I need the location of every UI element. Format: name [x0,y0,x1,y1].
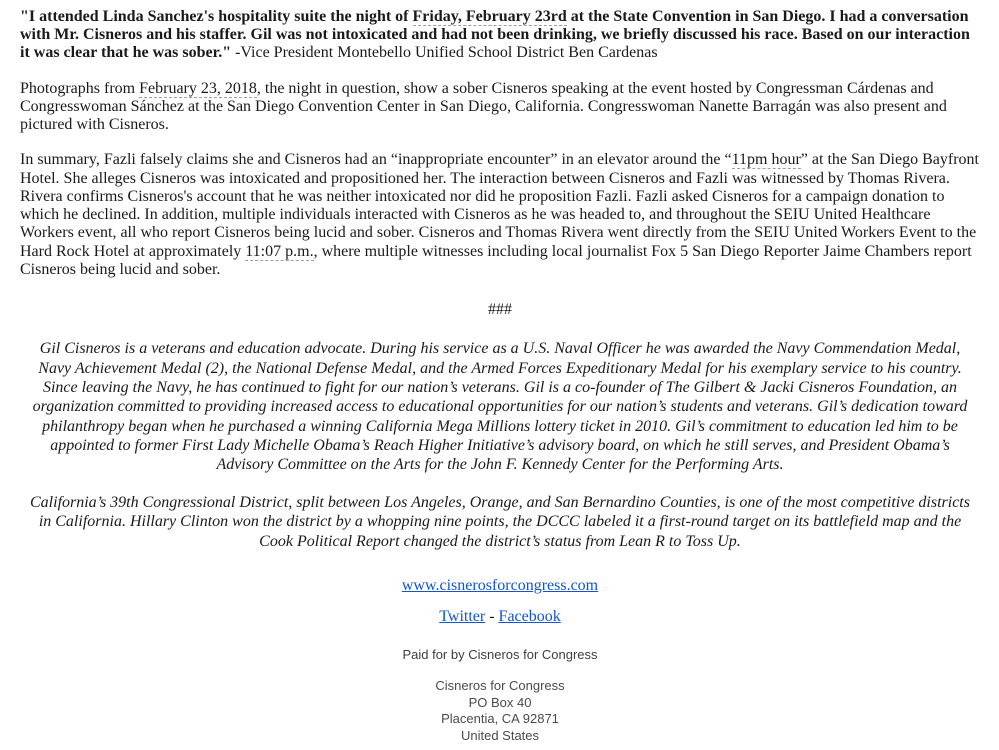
photos-text-before-date: Photographs from [20,79,140,97]
summary-text-part1: In summary, Fazli falsely claims she and Cisneros had an “inappropriate encounter” in an elevator around the “ [20,151,732,169]
summary-time-highlight-1: 11pm hour [731,151,801,169]
paid-for-disclaimer: Paid for by Cisneros for Congress [402,647,598,663]
photos-date-highlight: February 23, 2018 [139,79,257,97]
quote-paragraph [20,8,980,63]
photos-paragraph [20,80,980,135]
mailing-address [20,678,980,745]
bio-paragraph: Gil Cisneros is a veterans and education advocate. During his service as a U.S. Naval Officer he was awarded the Navy Commendation Medal, Navy Achievement Medal (2), the National Defense Medal, and the Armed Forces Expeditionary Medal for his exemplary service to his country. Since leaving the Navy, he has continued to fight for our nation’s veterans. Gil is a co-founder of The Gilbert & Jacki Cisneros Foundation, an organization committed to providing increased access to educational opportunities for our nation’s students and veterans. Gil’s dedication toward philanthropy began when he purchased a winning California Mega Millions lottery ticket in 2010. Gil’s commitment to education led him to be appointed to former First Lady Michelle Obama’s Reach Higher Initiative’s advisory board, on which he still serves, and President Obama’s Advisory Committee on the Arts for the John F. Kennedy Center for the Performing Arts. [32,340,968,474]
address-line-organization: Cisneros for Congress [435,677,565,693]
quote-attribution: -Vice President Montebello Unified School District Ben Cardenas [231,44,658,62]
footer-links-block [20,577,980,745]
summary-text-part3: , where multiple witnesses including local journalist Fox 5 San Diego Reporter Jaime Chambers report Cisneros being lucid and sober. [20,242,972,278]
address-line-city-state-zip: Placentia, CA 92871 [441,711,559,727]
address-line-country: United States [460,727,540,743]
district-paragraph: California’s 39th Congressional District, split between Los Angeles, Orange, and San Bernardino Counties, is one of the most competitive districts in California. Hillary Clinton won the district by a whopping nine points, the DCCC labeled it a first-round target on its battlefield map and the Cook Political Report changed the district’s status from Lean R to Toss Up. [30,493,970,550]
twitter-link[interactable]: Twitter [439,608,486,626]
social-links-separator: - [485,608,499,626]
facebook-link[interactable]: Facebook [498,608,561,626]
website-link-row [20,577,980,595]
website-link[interactable]: www.cisnerosforcongress.com [401,576,599,594]
quote-date-highlight: Friday, February 23rd [412,8,567,25]
quote-text-after-date: at the State Convention in San Diego. I had a conversation with Mr. Cisneros and his staffer. Gil was not intoxicated and had not been drinking, we briefly discussed his race. Based on our interaction it was clear that he was sober." [20,8,970,62]
section-separator: ### [488,301,512,319]
summary-time-highlight-2: 11:07 p.m. [245,242,314,260]
summary-text-part2: ” at the San Diego Bayfront Hotel. She alleges Cisneros was intoxicated and propositioned her. The interaction between Cisneros and Fazli was witnessed by Thomas Rivera. Rivera confirms Cisneros's account that he was neither intoxicated nor did he proposition Fazli. Fazli asked Cisneros for a campaign donation to which he declined. In addition, multiple individuals interacted with Cisneros as he was headed to, and throughout the SEIU United Healthcare Workers event, all who report Cisneros being lucid and sober. Cisneros and Thomas Rivera went directly from the SEIU United Workers Event to the Hard Rock Hotel at approximately [20,151,979,260]
social-links-row [20,608,980,626]
photos-text-after-date: , the night in question, show a sober Cisneros speaking at the event hosted by Congressman Cárdenas and Congresswoman Sánchez at the San Diego Convention Center in San Diego, California. Congresswoman Nanette Barragán was also present and pictured with Cisneros. [20,79,947,134]
summary-paragraph [20,151,980,279]
address-line-po-box: PO Box 40 [468,694,532,710]
quote-text-before-date: "I attended Linda Sanchez's hospitality suite the night of [20,8,413,25]
